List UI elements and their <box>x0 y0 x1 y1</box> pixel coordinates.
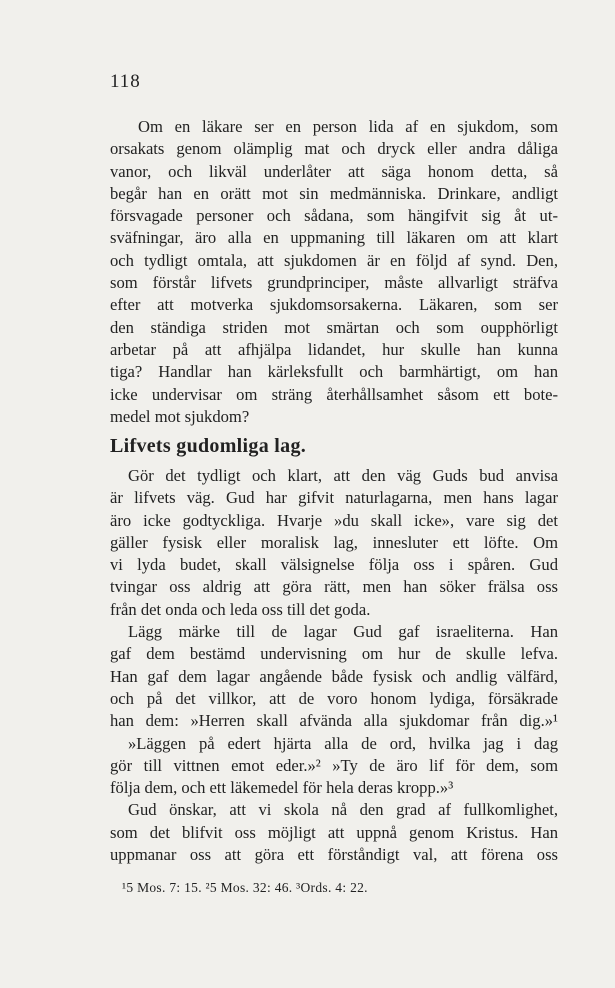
text-line: Gör det tydligt och klart, att den väg Guds bud anvisa <box>128 466 558 485</box>
text-line: han dem: »Herren skall afvända alla sjukdomar från dig.»¹ <box>110 711 558 731</box>
text-line: Om en läkare ser en person lida af en sjukdom, som <box>138 117 558 136</box>
text-line: Gud önskar, att vi skola nå den grad af fullkomlighet, <box>128 800 558 820</box>
text-line: försvagade personer och sådana, som hängifvit sig åt ut- <box>110 206 558 226</box>
text-line: arbetar på att afhjälpa lidandet, hur skulle han kunna <box>110 339 558 359</box>
text-line: medel mot sjukdom? <box>110 406 250 426</box>
text-line: »Läggen på edert hjärta alla de ord, hvilka jag i dag <box>128 733 558 753</box>
text-line: vi lyda budet, skall välsignelse följa oss i spåren. Gud <box>110 555 558 575</box>
page-number: 118 <box>110 71 141 92</box>
text-line: och tydligt omtala, att sjukdomen är en följd af synd. Den, <box>110 250 558 270</box>
text-line: och på det villkor, att de voro honom lydiga, försäkrade <box>110 688 558 708</box>
text-line: begår han en orätt mot sin medmänniska. Drinkare, andligt <box>110 183 558 203</box>
text-line: efter att motverka sjukdomsorsakerna. Läkaren, som ser <box>110 295 558 315</box>
footnotes: ¹5 Mos. 7: 15. ²5 Mos. 32: 46. ³Ords. 4: 22. <box>122 880 368 895</box>
text-line: från det onda och leda oss till det goda. <box>110 599 371 619</box>
text-line: Lägg märke till de lagar Gud gaf israeliterna. Han <box>128 622 558 642</box>
text-line: vanor, och likväl underlåter att säga honom detta, så <box>110 161 558 181</box>
text-line: Han gaf dem lagar angående både fysisk och andlig välfärd, <box>110 666 558 686</box>
text-line: gör till vittnen emot eder.»² »Ty de äro lif för dem, som <box>110 755 558 775</box>
text-line: icke undervisar om sträng återhållsamhet såsom ett bote- <box>110 384 558 404</box>
text-line: gaf dem bestämd undervisning om hur de skulle lefva. <box>110 644 558 664</box>
text-line: som det blifvit oss möjligt att uppnå genom Kristus. Han <box>110 822 558 842</box>
paragraph-1 <box>110 116 558 428</box>
text-line: orsakats genom olämplig mat och dryck eller andra dåliga <box>110 139 558 159</box>
text-line: uppmanar oss att göra ett förståndigt val, att förena oss <box>110 845 558 865</box>
text-line: tvingar oss aldrig att göra rätt, men han söker frälsa oss <box>110 577 558 597</box>
text-line: är lifvets väg. Gud har gifvit naturlagarna, men hans lagar <box>110 488 558 508</box>
text-line: den ständiga striden mot smärtan och som oupphörligt <box>110 317 558 337</box>
text-line: följa dem, och ett läkemedel för hela deras kropp.»³ <box>110 778 454 798</box>
section-heading: Lifvets gudomliga lag. <box>110 435 307 457</box>
text-line: som förstår lifvets grundprinciper, måste allvarligt sträfva <box>110 273 558 293</box>
text-line: tiga? Handlar han kärleksfullt och barmhärtigt, om han <box>110 362 558 382</box>
text-line: gäller fysisk eller moralisk lag, innesluter ett löfte. Om <box>110 532 558 552</box>
text-line: äro icke godtyckliga. Hvarje »du skall icke», vare sig det <box>110 510 558 530</box>
text-line: sväfningar, äro alla en uppmaning till läkaren om att klart <box>110 228 558 248</box>
section-body <box>110 465 558 866</box>
